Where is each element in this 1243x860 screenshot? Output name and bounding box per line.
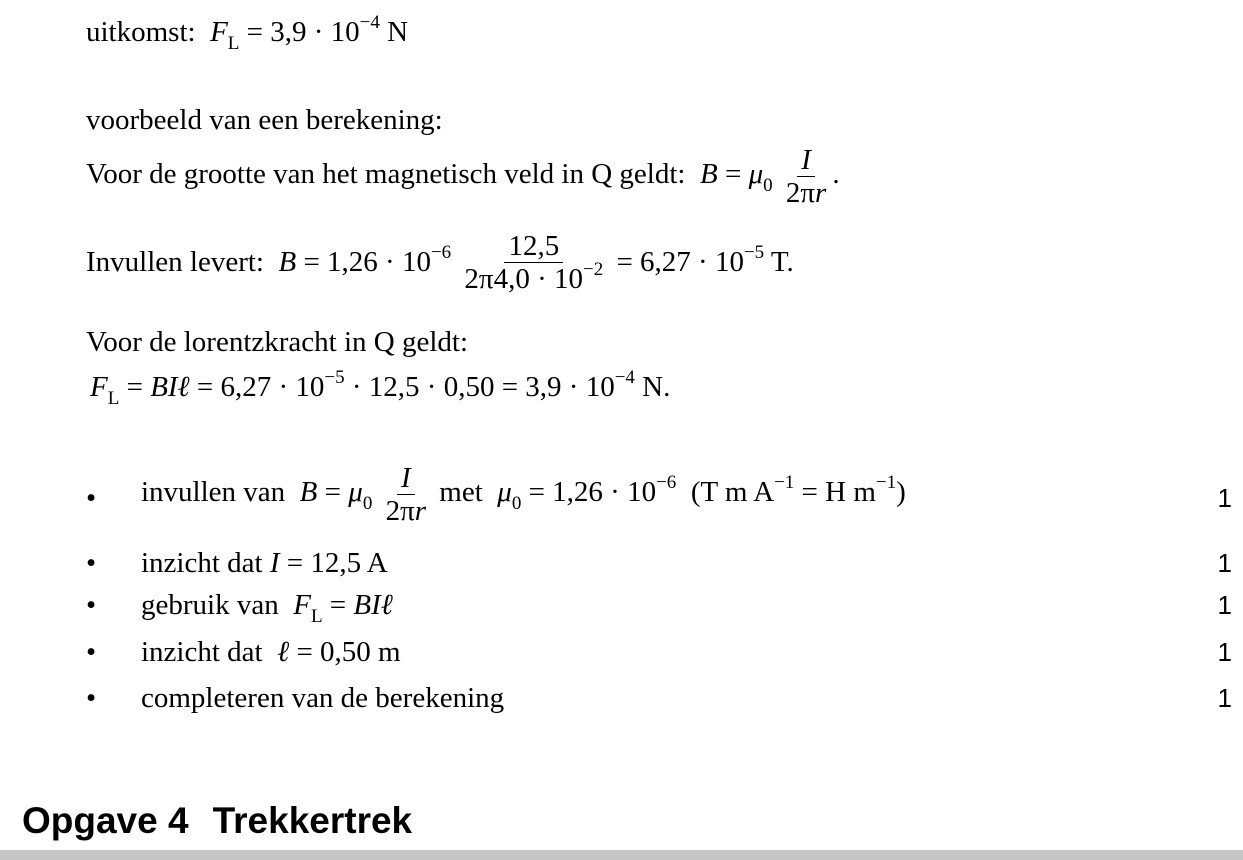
answer-label: uitkomst: [86, 16, 196, 48]
criterion-1: invullen van $B = \mu_0$ $\frac{I}{2\pi r}$ met $\mu_0 = 1,26 \cdot 10^{-6}$ (T m $A^{-1} = H$ $m^{-1}$) [141, 462, 906, 527]
section-title: Trekkertrek [212, 800, 413, 841]
bottom-bar [0, 850, 1243, 860]
score: 1 [1217, 483, 1232, 513]
bullet: • [86, 682, 97, 714]
fill-text: Invullen levert: [86, 246, 264, 279]
bullet: • [86, 636, 97, 668]
lorentz-formula: $F_L$ = BIℓ = $6,27 \cdot 10^{-5} \cdot 12,5 \cdot 0,50 = 3,9 \cdot 10^{-4}$ N. [90, 367, 671, 409]
fraction: $\frac{12,5}{2\pi 4,0 \cdot 10^{-2}}$ [464, 230, 604, 295]
fill-formula-line [86, 231, 794, 298]
score: 1 [1217, 590, 1232, 620]
criterion-5: completeren van de berekening [141, 682, 505, 714]
field-formula-line [86, 145, 840, 208]
score: 1 [1217, 637, 1232, 667]
fill-formula: $B = 1,26 \cdot 10^{-6}$ $\frac{12,5}{2\pi 4,0 \cdot 10^{-2}}$ = $6,27 \cdot 10^{-5}$ T. [271, 246, 794, 278]
example-intro: voorbeeld van een berekening: [86, 104, 443, 136]
bullet: • [86, 547, 97, 579]
criterion-3: gebruik van $F_L$ = BIℓ [141, 589, 393, 627]
score: 1 [1217, 683, 1232, 713]
bullet: • [86, 589, 97, 621]
criterion-2: inzicht dat I = 12,5 A [141, 547, 388, 579]
fraction: $\frac{I}{2\pi r}$ [785, 144, 827, 209]
bullet: • [86, 482, 97, 514]
fraction: $\frac{I}{2\pi r}$ [385, 462, 427, 527]
score: 1 [1217, 548, 1232, 578]
answer-formula: $F_L = 3,9 \cdot 10^{-4}$ N [210, 12, 409, 54]
lorentz-text: Voor de lorentzkracht in Q geldt: [86, 326, 468, 358]
field-text: Voor de grootte van het magnetisch veld in Q geldt: [86, 158, 686, 191]
answer-line [86, 12, 409, 54]
field-formula: $B = \mu_0$ $\frac{I}{2\pi r}$ . [699, 144, 840, 209]
section-heading [22, 800, 412, 842]
criterion-4: inzicht dat ℓ = 0,50 m [141, 636, 401, 668]
section-number: Opgave 4 [22, 800, 189, 841]
